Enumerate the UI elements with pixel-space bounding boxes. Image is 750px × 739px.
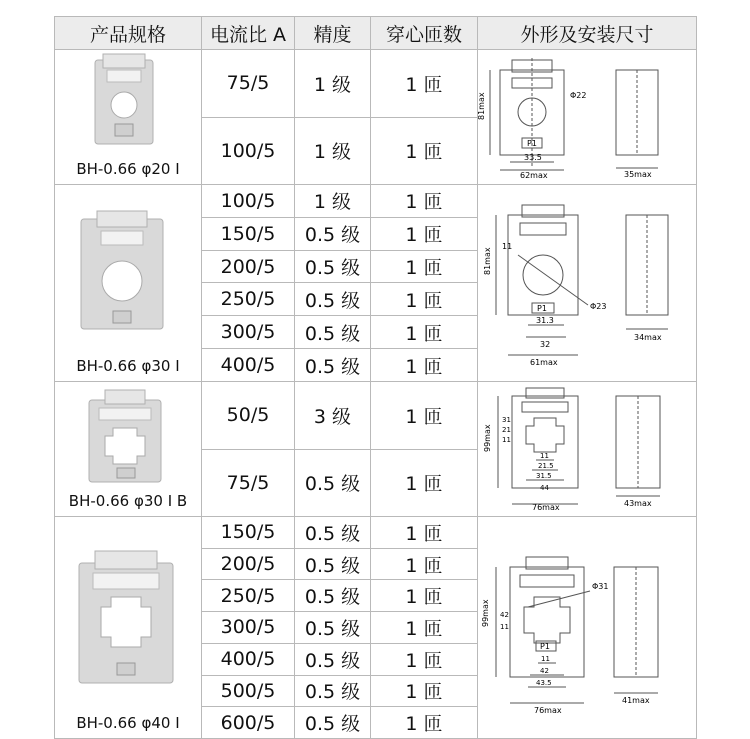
accuracy-cell: 1 级	[295, 117, 371, 185]
dim-depth: 41max	[622, 696, 650, 705]
accuracy-cell: 0.5 级	[295, 316, 371, 349]
header-accuracy: 精度	[295, 17, 371, 50]
ratio-cell: 150/5	[202, 517, 295, 549]
dim-plate: P1	[540, 642, 550, 651]
dimension-drawing	[478, 50, 696, 180]
dim-w1: 11	[541, 655, 550, 663]
product-cell	[55, 382, 202, 517]
header-row	[55, 17, 697, 50]
accuracy-cell: 0.5 级	[295, 517, 371, 549]
ratio-cell: 100/5	[202, 185, 295, 218]
accuracy-cell: 0.5 级	[295, 349, 371, 382]
dim-height: 81max	[483, 247, 492, 275]
ratio-cell: 600/5	[202, 707, 295, 739]
turns-cell: 1 匝	[371, 675, 478, 707]
turns-cell: 1 匝	[371, 449, 478, 517]
dim-inner: 32	[540, 340, 551, 349]
accuracy-cell: 0.5 级	[295, 250, 371, 283]
ratio-cell: 100/5	[202, 117, 295, 185]
accuracy-cell: 0.5 级	[295, 675, 371, 707]
accuracy-cell: 1 级	[295, 185, 371, 218]
spec-table	[54, 16, 697, 739]
accuracy-cell: 0.5 级	[295, 612, 371, 644]
ratio-cell: 250/5	[202, 283, 295, 316]
dimension-drawing-cell	[478, 517, 697, 739]
header-turns: 穿心匝数	[371, 17, 478, 50]
model-label: BH-0.66 φ30 I B	[68, 492, 188, 510]
turns-cell: 1 匝	[371, 316, 478, 349]
product-cell	[55, 185, 202, 382]
dim-d1: 31	[502, 416, 511, 424]
dim-mount: 33.5	[524, 153, 542, 162]
model-label: BH-0.66 φ20 I	[76, 160, 180, 178]
accuracy-cell: 0.5 级	[295, 217, 371, 250]
table-row	[55, 185, 697, 218]
dimension-drawing-cell	[478, 382, 697, 517]
dim-width: 61max	[530, 358, 558, 367]
ratio-cell: 200/5	[202, 548, 295, 580]
dim-height: 81max	[477, 92, 486, 120]
dim-w3: 43.5	[536, 679, 552, 687]
turns-cell: 1 匝	[371, 250, 478, 283]
dim-h1: 42	[500, 611, 509, 619]
dim-w2: 21.5	[538, 462, 554, 470]
accuracy-cell: 0.5 级	[295, 283, 371, 316]
dim-h2: 11	[500, 623, 509, 631]
dim-depth: 34max	[634, 333, 662, 342]
dim-w1: 11	[540, 452, 549, 460]
table-row	[55, 382, 697, 450]
dim-plate: P1	[537, 304, 547, 313]
turns-cell: 1 匝	[371, 283, 478, 316]
ratio-cell: 300/5	[202, 612, 295, 644]
dimension-drawing	[478, 517, 696, 734]
accuracy-cell: 0.5 级	[295, 449, 371, 517]
dim-side: 11	[502, 242, 513, 251]
dim-depth: 43max	[624, 499, 652, 508]
header-spec: 产品规格	[55, 17, 202, 50]
turns-cell: 1 匝	[371, 117, 478, 185]
turns-cell: 1 匝	[371, 580, 478, 612]
dim-width: 76max	[532, 503, 560, 512]
accuracy-cell: 0.5 级	[295, 643, 371, 675]
dim-w4: 44	[540, 484, 549, 492]
dim-hole: Φ31	[592, 582, 609, 591]
product-cell	[55, 50, 202, 185]
header-ratio: 电流比 A	[202, 17, 295, 50]
turns-cell: 1 匝	[371, 517, 478, 549]
ratio-cell: 75/5	[202, 449, 295, 517]
turns-cell: 1 匝	[371, 548, 478, 580]
accuracy-cell: 3 级	[295, 382, 371, 450]
turns-cell: 1 匝	[371, 50, 478, 118]
model-label: BH-0.66 φ40 I	[76, 714, 180, 732]
dim-mount: 31.3	[536, 316, 554, 325]
ratio-cell: 400/5	[202, 643, 295, 675]
dim-hole: Φ23	[590, 302, 607, 311]
transformer-photo-icon	[55, 517, 202, 727]
ratio-cell: 75/5	[202, 50, 295, 118]
dimension-drawing	[478, 185, 696, 377]
turns-cell: 1 匝	[371, 612, 478, 644]
accuracy-cell: 0.5 级	[295, 580, 371, 612]
dimension-drawing	[478, 382, 696, 512]
dim-width: 76max	[534, 706, 562, 715]
table-row	[55, 517, 697, 549]
ratio-cell: 500/5	[202, 675, 295, 707]
dim-height: 99max	[483, 424, 492, 452]
dim-hole: Φ22	[570, 91, 587, 100]
dim-depth: 35max	[624, 170, 652, 179]
accuracy-cell: 0.5 级	[295, 548, 371, 580]
accuracy-cell: 1 级	[295, 50, 371, 118]
ratio-cell: 200/5	[202, 250, 295, 283]
dim-height: 99max	[481, 599, 490, 627]
ratio-cell: 400/5	[202, 349, 295, 382]
table-row	[55, 50, 697, 118]
dim-w3: 31.5	[536, 472, 552, 480]
ratio-cell: 300/5	[202, 316, 295, 349]
ratio-cell: 50/5	[202, 382, 295, 450]
dimension-drawing-cell	[478, 185, 697, 382]
product-cell	[55, 517, 202, 739]
model-label: BH-0.66 φ30 I	[76, 357, 180, 375]
dimension-drawing-cell	[478, 50, 697, 185]
turns-cell: 1 匝	[371, 643, 478, 675]
ratio-cell: 250/5	[202, 580, 295, 612]
turns-cell: 1 匝	[371, 707, 478, 739]
dim-width: 62max	[520, 171, 548, 180]
dim-w2: 42	[540, 667, 549, 675]
turns-cell: 1 匝	[371, 382, 478, 450]
accuracy-cell: 0.5 级	[295, 707, 371, 739]
header-dims: 外形及安装尺寸	[478, 17, 697, 50]
transformer-photo-icon	[55, 185, 202, 377]
dim-d2: 21	[502, 426, 511, 434]
turns-cell: 1 匝	[371, 185, 478, 218]
turns-cell: 1 匝	[371, 349, 478, 382]
ratio-cell: 150/5	[202, 217, 295, 250]
dim-d3: 11	[502, 436, 511, 444]
turns-cell: 1 匝	[371, 217, 478, 250]
dim-plate: P1	[527, 139, 537, 148]
